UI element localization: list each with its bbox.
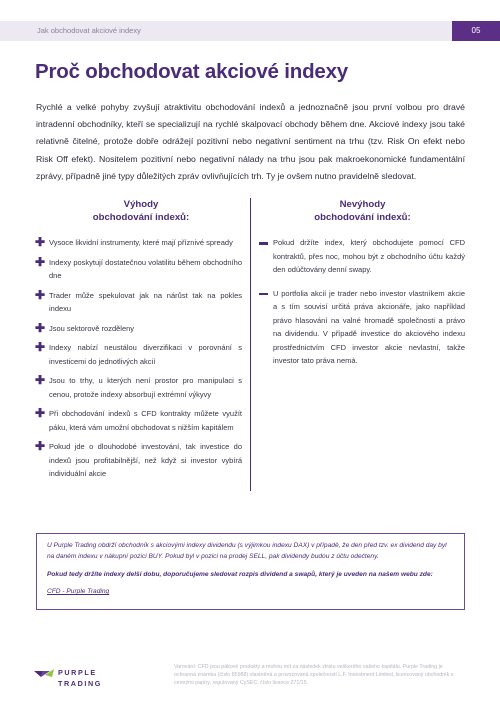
cons-item-text: U portfolia akcií je trader nebo investor vlastníkem akcie a s tím souvisí určitá práva akcionáře, jako například právo hlasování na valné hromadě společnosti a právo na dividendu. V případě investice do akciového indexu prostřednictvím CFD investor akcie nevlastní, takže investor tato práva nemá. xyxy=(273,288,465,365)
plus-icon: ✚ xyxy=(35,235,46,249)
dividend-note-recommendation: Pokud tedy držíte indexy delší dobu, doporučujeme sledovat rozpis dividend a swapů, který je uveden na našem webu zde: xyxy=(47,571,433,578)
header-bar xyxy=(0,21,500,41)
pros-item-text: Trader může spekulovat jak na nárůst tak na pokles indexu xyxy=(49,290,242,313)
pros-item xyxy=(34,322,242,336)
plus-icon: ✚ xyxy=(35,406,46,420)
pros-item-text: Jsou sektorově rozděleny xyxy=(49,323,135,333)
plus-icon: ✚ xyxy=(35,254,46,269)
plus-icon: ✚ xyxy=(35,439,46,453)
column-divider xyxy=(250,198,251,491)
plus-icon: ✚ xyxy=(35,340,46,354)
pros-heading-line1: Výhody xyxy=(123,199,159,210)
pros-item-text: Pokud jde o dlouhodobé investování, tak investice do indexů jsou profitabilnější, než když si investor vybírá individuální akcie xyxy=(49,442,242,478)
purple-trading-logo-icon xyxy=(34,669,54,683)
pros-item-text: Jsou to trhy, u kterých není prostor pro manipulaci s cenou, protože indexy absorbují extrémní výkyvy xyxy=(49,376,242,399)
dividend-note-text: U Purple Trading obdrží obchodník s akciovými indexy dividendu (s výjimkou indexu DAX) v případě, že den před tzv. ex dividend day byl na daném indexu v nákupní pozici BUY. Pokud byl v pozici na prodej SELL, pak dividendy budou z účtu odečteny. xyxy=(47,542,447,560)
pros-item xyxy=(34,341,242,368)
purple-trading-logo xyxy=(34,667,124,695)
pros-item xyxy=(34,440,242,481)
pros-item-text: Indexy poskytují dostatečnou volatilitu během obchodního dne xyxy=(49,257,242,280)
pros-item xyxy=(34,374,242,401)
intro-paragraph: Rychlé a velké pohyby zvyšují atraktivitu obchodování indexů a jednoznačně jsou první volbou pro dravé intradenní obchodníky, kteří se specializují na rychlé skalpovací obchody během dne. Akciové indexy jsou také relativně čitelné, protože dobře odrážejí pozitivní nebo negativní sentiment na trhu (tzv. Risk On efekt nebo Risk Off efekt). Nositelem pozitivní nebo negativní nálady na trhu jsou pak makroekonomické fundamentální zprávy, případně jiné typy důležitých zpráv ovlivňujících trh. Ty je ovšem nutno pravidelně sledovat. xyxy=(36,102,465,181)
risk-warning: Varování: CFD jsou pákové produkty a mohou mít za následek ztrátu veškerého vašeho kapitálu. Purple Trading je ochranná známka (číslo 85988) vlastněná a provozovaná společností L.F. Investment Limited, licencovaný obchodník s cennými papíry, regulovaný CySEC, číslo licence 271/15. xyxy=(174,664,454,686)
plus-icon: ✚ xyxy=(35,320,46,335)
cons-list xyxy=(258,236,465,378)
pros-item-text: Při obchodování indexů s CFD kontrakty můžete využít páku, která vám umožní obchodovat s nižším kapitálem xyxy=(49,409,242,432)
section-title: Jak obchodovat akciové indexy xyxy=(37,26,141,35)
page-title: Proč obchodovat akciové indexy xyxy=(35,60,348,83)
pros-item-text: Indexy nabízí neustálou diverzifikaci v porovnání s investicemi do jednotlivých akcií xyxy=(49,343,242,366)
cons-heading-line1: Nevýhody xyxy=(339,199,386,210)
cons-item-text: Pokud držíte index, který obchodujete pomocí CFD kontraktů, přes noc, mohou být z obchodního účtu každý den odúčtovány denní swapy. xyxy=(273,238,465,274)
plus-icon: ✚ xyxy=(35,373,46,387)
pros-item xyxy=(34,256,242,283)
pros-item xyxy=(34,236,242,250)
minus-icon xyxy=(259,293,268,296)
minus-icon xyxy=(259,242,268,245)
pros-list xyxy=(34,236,242,487)
dividend-note-box xyxy=(36,533,465,610)
logo-text-line2: TRADING xyxy=(58,679,102,688)
cons-heading-line2: obchodování indexů: xyxy=(314,212,411,223)
pros-heading xyxy=(36,198,246,224)
pros-item xyxy=(34,407,242,434)
pros-item xyxy=(34,289,242,316)
cfd-purple-trading-link[interactable]: CFD - Purple Trading xyxy=(47,588,110,595)
cons-heading xyxy=(260,198,465,224)
logo-text-line1: PURPLE xyxy=(58,668,97,677)
cons-item xyxy=(258,236,465,277)
pros-item-text: Vysoce likvidní instrumenty, které mají příznivé spready xyxy=(49,238,233,247)
pros-heading-line2: obchodování indexů: xyxy=(92,212,190,223)
cons-item xyxy=(258,287,465,368)
plus-icon: ✚ xyxy=(35,287,46,302)
page-number: 05 xyxy=(452,21,500,41)
